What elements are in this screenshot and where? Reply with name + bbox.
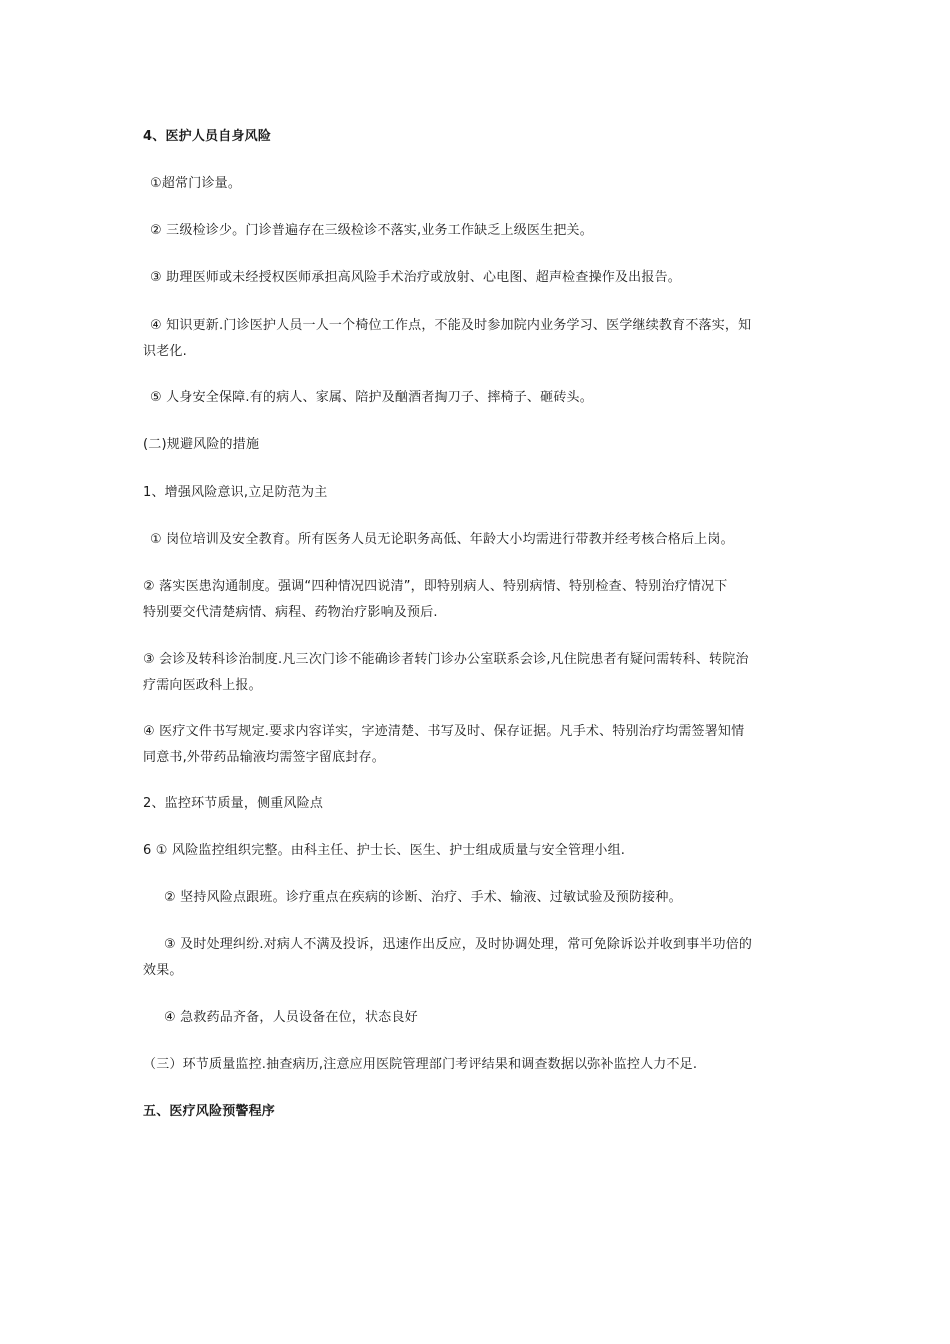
list-item: ① 岗位培训及安全教育。所有医务人员无论职务高低、年龄大小均需进行带教并经考核合格后上岗。 bbox=[150, 532, 734, 547]
subsection-heading: (二)规避风险的措施 bbox=[143, 437, 260, 452]
list-item: ④ 知识更新.门诊医护人员一人一个椅位工作点，不能及时参加院内业务学习、医学继续教育不落实，知 bbox=[150, 318, 752, 333]
list-item-continuation: 识老化. bbox=[143, 344, 187, 359]
list-item: 6 ① 风险监控组织完整。由科主任、护士长、医生、护士组成质量与安全管理小组. bbox=[143, 843, 626, 858]
section-heading: 4、医护人员自身风险 bbox=[143, 129, 272, 144]
list-item: ①超常门诊量。 bbox=[150, 176, 242, 191]
list-item-continuation: 疗需向医政科上报。 bbox=[143, 678, 262, 693]
list-item: ④ 医疗文件书写规定.要求内容详实，字迹清楚、书写及时、保存证据。凡手术、特别治疗均需签署知情 bbox=[143, 724, 745, 739]
list-item-continuation: 同意书,外带药品输液均需签字留底封存。 bbox=[143, 750, 385, 765]
subsection-heading: 2、监控环节质量，侧重风险点 bbox=[143, 796, 324, 811]
list-item-continuation: 效果。 bbox=[143, 963, 183, 978]
list-item: ② 坚持风险点跟班。诊疗重点在疾病的诊断、治疗、手术、输液、过敏试验及预防接种。 bbox=[164, 890, 682, 905]
list-item: ④ 急救药品齐备，人员设备在位，状态良好 bbox=[164, 1010, 418, 1025]
subsection-heading: （三）环节质量监控.抽查病历,注意应用医院管理部门考评结果和调查数据以弥补监控人力不足. bbox=[143, 1057, 698, 1072]
list-item: ③ 及时处理纠纷.对病人不满及投诉，迅速作出反应，及时协调处理，常可免除诉讼并收到事半功倍的 bbox=[164, 937, 753, 952]
list-item: ③ 助理医师或未经授权医师承担高风险手术治疗或放射、心电图、超声检查操作及出报告。 bbox=[150, 270, 681, 285]
list-item: ③ 会诊及转科诊治制度.凡三次门诊不能确诊者转门诊办公室联系会诊,凡住院患者有疑问需转科、转院治 bbox=[143, 652, 749, 667]
list-item: ② 三级检诊少。门诊普遍存在三级检诊不落实,业务工作缺乏上级医生把关。 bbox=[150, 223, 593, 238]
list-item: ⑤ 人身安全保障.有的病人、家属、陪护及酗酒者掏刀子、摔椅子、砸砖头。 bbox=[150, 390, 593, 405]
section-heading: 五、医疗风险预警程序 bbox=[143, 1104, 276, 1119]
subsection-heading: 1、增强风险意识,立足防范为主 bbox=[143, 485, 328, 500]
list-item-continuation: 特别要交代清楚病情、病程、药物治疗影响及预后. bbox=[143, 605, 438, 620]
list-item: ② 落实医患沟通制度。强调“四种情况四说清”，即特别病人、特别病情、特别检查、特别治疗情况下 bbox=[143, 579, 728, 594]
